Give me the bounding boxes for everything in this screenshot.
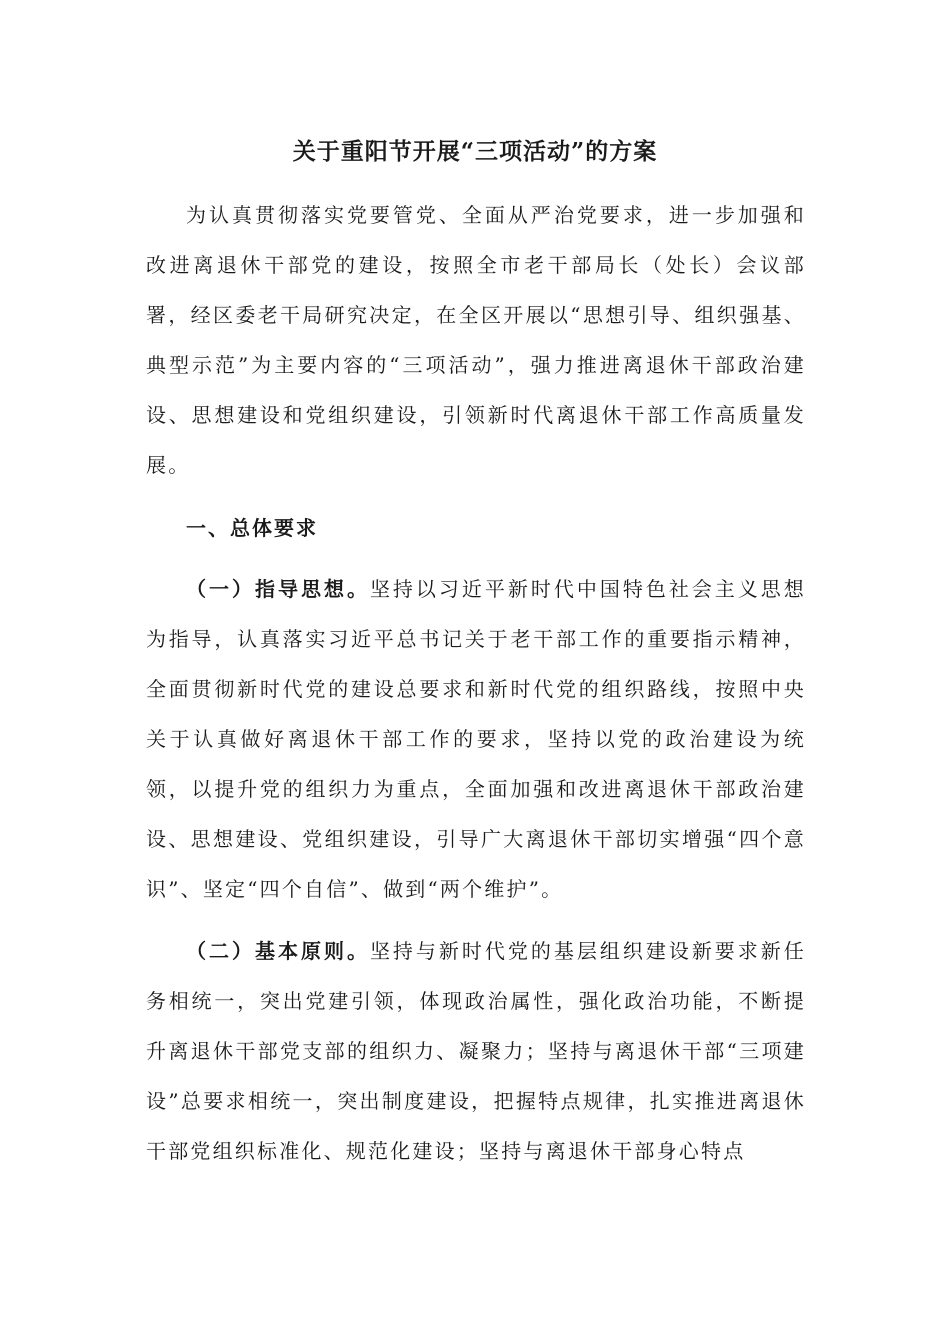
intro-paragraph: 为认真贯彻落实党要管党、全面从严治党要求，进一步加强和改进离退休干部党的建设，按照全市老干部局长（处长）会议部署，经区委老干局研究决定，在全区开展以“思想引导、组织强基、典型示范”为主要内容的“三项活动”，强力推进离退休干部政治建设、思想建设和党组织建设，引领新时代离退休干部工作高质量发展。 [146,203,806,477]
paragraph-body: 坚持与新时代党的基层组织建设新要求新任务相统一，突出党建引领，体现政治属性，强化政治功能，不断提升离退休干部党支部的组织力、凝聚力；坚持与离退休干部“三项建设”总要求相统一，突出制度建设，把握特点规律，扎实推进离退休干部党组织标准化、规范化建设；坚持与离退休干部身心特点 [146,939,806,1163]
paragraph-body: 坚持以习近平新时代中国特色社会主义思想为指导，认真落实习近平总书记关于老干部工作的重要指示精神，全面贯彻新时代党的建设总要求和新时代党的组织路线，按照中央关于认真做好离退休干部工作的要求，坚持以党的政治建设为统领，以提升党的组织力为重点，全面加强和改进离退休干部政治建设、思想建设、党组织建设，引导广大离退休干部切实增强“四个意识”、坚定“四个自信”、做到“两个维护”。 [146,577,806,901]
document-title: 关于重阳节开展“三项活动”的方案 [292,138,658,165]
paragraph-lead: （二）基本原则。 [186,939,370,963]
basic-principles-paragraph [146,926,806,1176]
section-heading: 一、总体要求 [186,516,318,540]
paragraph-lead: （一）指导思想。 [186,577,370,601]
guiding-ideology-paragraph [146,564,806,914]
